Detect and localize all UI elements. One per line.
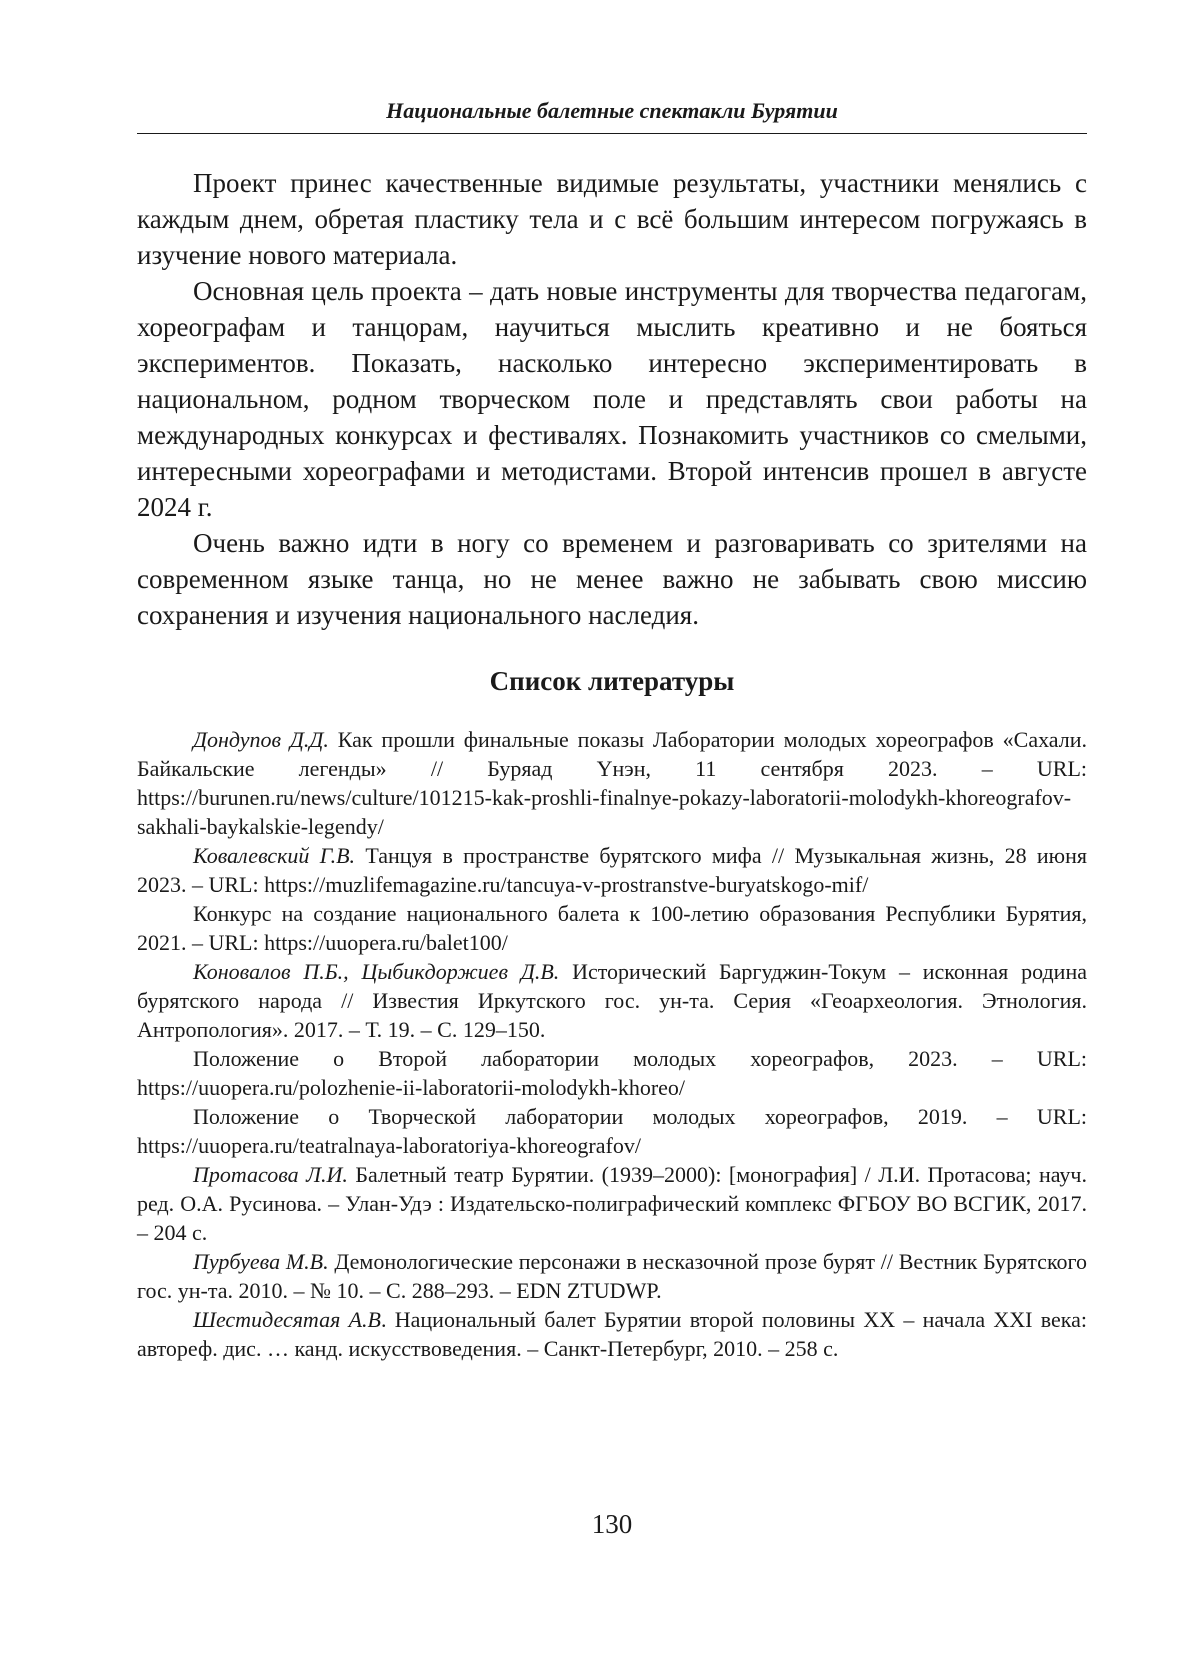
bibliography-entry — [137, 841, 1087, 899]
entry-text: Положение о Второй лаборатории молодых хореографов, 2023. – URL: https://uuopera.ru/polozhenie-ii-laboratorii-molodykh-khoreo/ — [137, 1046, 1087, 1100]
entry-text: Балетный театр Бурятии. (1939–2000): [монография] / Л.И. Протасова; науч. ред. О.А. Русинова. – Улан-Удэ : Издательско-полиграфический комплекс ФГБОУ ВО ВСГИК, 2017. – 204 с. — [137, 1162, 1087, 1245]
bibliography-entry — [137, 725, 1087, 841]
page-number: 130 — [591, 1509, 633, 1539]
entry-author: Дондупов Д.Д. — [193, 727, 329, 752]
bibliography-list — [137, 725, 1087, 1363]
document-page — [137, 0, 1087, 1662]
entry-text: Конкурс на создание национального балета к 100-летию образования Республики Бурятия, 2021. – URL: https://uuopera.ru/balet100/ — [137, 901, 1087, 955]
body-paragraph: Проект принес качественные видимые результаты, участники менялись с каждым днем, обретая пластику тела и с всё большим интересом погружаясь в изучение нового материала. — [137, 168, 1087, 270]
body-paragraph: Основная цель проекта – дать новые инструменты для творчества педагогам, хореографам и танцорам, научиться мыслить креативно и не бояться экспериментов. Показать, насколько интересно экспериментировать в национальном, родном творческом поле и представлять свои работы на международных конкурсах и фестивалях. Познакомить участников со смелыми, интересными хореографами и методистами. Второй интенсив прошел в августе 2024 г. — [137, 276, 1087, 522]
entry-text: Исторический Баргуджин-Токум – исконная родина бурятского народа // Известия Иркутского гос. ун-та. Серия «Геоархеология. Этнология. Антропология». 2017. – Т. 19. – С. 129–150. — [137, 959, 1087, 1042]
bibliography-entry — [137, 1102, 1087, 1160]
entry-text: Положение о Творческой лаборатории молодых хореографов, 2019. – URL: https://uuopera.ru/teatralnaya-laboratoriya-khoreografov/ — [137, 1104, 1087, 1158]
entry-author: Протасова Л.И. — [193, 1162, 348, 1187]
bibliography-entry — [137, 899, 1087, 957]
entry-text: Как прошли финальные показы Лаборатории молодых хореографов «Сахали. Байкальские легенды» // Буряад Үнэн, 11 сентября 2023. – URL: https://burunen.ru/news/culture/101215-kak-proshli-finalnye-pokazy-laboratorii-molodykh-khoreografov-sakhali-baykalskie-legendy/ — [137, 727, 1087, 839]
entry-author: Шестидесятая А.В — [193, 1307, 381, 1332]
entry-text: Демонологические персонажи в несказочной прозе бурят // Вестник Бурятского гос. ун-та. 2010. – № 10. – С. 288–293. – EDN ZTUDWP. — [137, 1249, 1087, 1303]
entry-author: Пурбуева М.В. — [193, 1249, 329, 1274]
bibliography-entry — [137, 957, 1087, 1044]
running-header: Национальные балетные спектакли Бурятии — [386, 98, 838, 123]
bibliography-entry — [137, 1247, 1087, 1305]
entry-author: Коновалов П.Б., Цыбикдоржиев Д.В. — [193, 959, 560, 984]
body-text — [137, 165, 1087, 633]
body-paragraph: Очень важно идти в ногу со временем и разговаривать со зрителями на современном языке танца, но не менее важно не забывать свою миссию сохранения и изучения национального наследия. — [137, 528, 1087, 630]
bibliography-heading: Список литературы — [489, 666, 735, 696]
bibliography-entry — [137, 1044, 1087, 1102]
bibliography-entry — [137, 1305, 1087, 1363]
bibliography-entry — [137, 1160, 1087, 1247]
entry-author: Ковалевский Г.В. — [193, 843, 356, 868]
header-divider — [137, 133, 1087, 134]
entry-text: . Национальный балет Бурятии второй половины XX – начала XXI века: автореф. дис. … канд. искусствоведения. – Санкт-Петербург, 2010. – 258 с. — [137, 1307, 1087, 1361]
entry-text: Танцуя в пространстве бурятского мифа // Музыкальная жизнь, 28 июня 2023. – URL: https://muzlifemagazine.ru/tancuya-v-prostranstve-buryatskogo-mif/ — [137, 843, 1088, 897]
